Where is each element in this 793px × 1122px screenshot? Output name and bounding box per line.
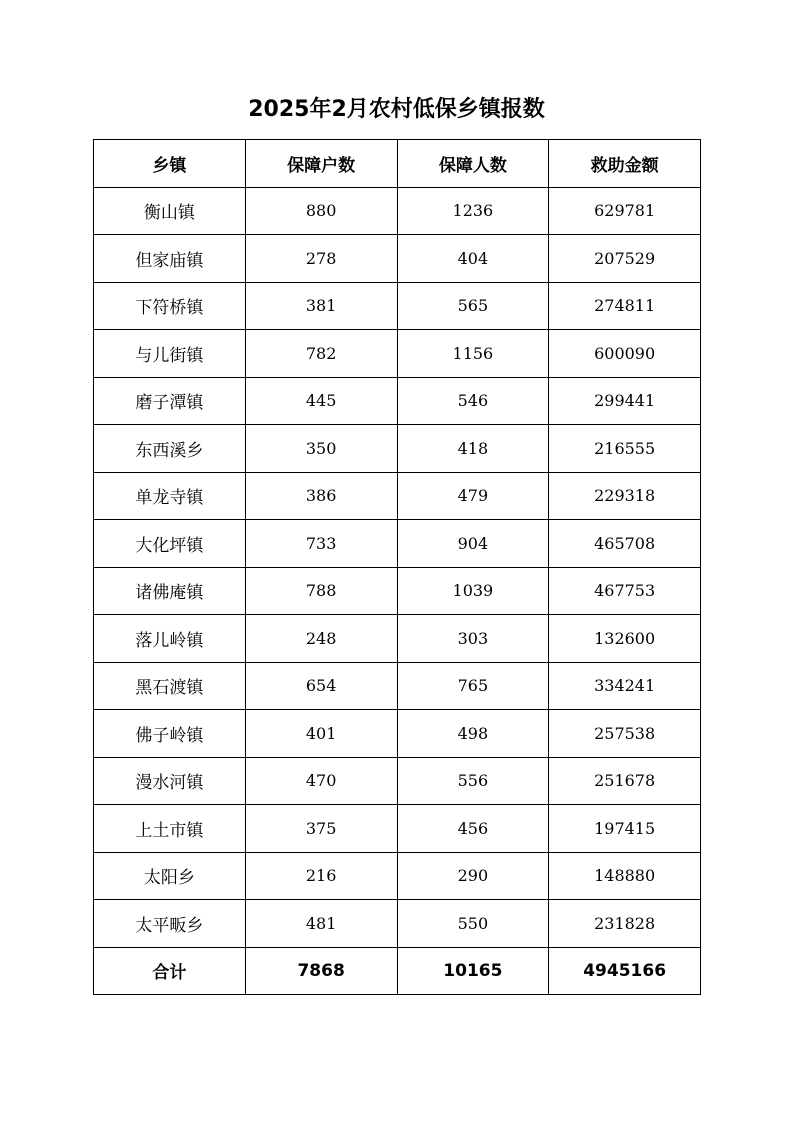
town-cell: 大化坪镇 <box>94 520 246 568</box>
persons-cell: 550 <box>397 900 549 948</box>
households-cell: 445 <box>245 377 397 425</box>
persons-cell: 404 <box>397 235 549 283</box>
table-row <box>94 235 701 283</box>
amount-cell: 197415 <box>549 805 701 853</box>
persons-cell: 765 <box>397 662 549 710</box>
amount-cell: 299441 <box>549 377 701 425</box>
households-cell: 470 <box>245 757 397 805</box>
town-cell: 黑石渡镇 <box>94 662 246 710</box>
table-header-row <box>94 140 701 188</box>
amount-cell: 231828 <box>549 900 701 948</box>
town-cell: 太平畈乡 <box>94 900 246 948</box>
persons-cell: 546 <box>397 377 549 425</box>
households-cell: 481 <box>245 900 397 948</box>
households-cell: 782 <box>245 330 397 378</box>
town-cell: 衡山镇 <box>94 187 246 235</box>
households-cell: 401 <box>245 710 397 758</box>
table-row <box>94 472 701 520</box>
town-cell: 上土市镇 <box>94 805 246 853</box>
total-persons: 10165 <box>397 947 549 995</box>
page-title: 2025年2月农村低保乡镇报数 <box>248 97 545 122</box>
table-row <box>94 425 701 473</box>
total-label: 合计 <box>94 947 246 995</box>
persons-cell: 479 <box>397 472 549 520</box>
households-cell: 375 <box>245 805 397 853</box>
persons-cell: 290 <box>397 852 549 900</box>
table-row <box>94 757 701 805</box>
amount-cell: 251678 <box>549 757 701 805</box>
town-cell: 下符桥镇 <box>94 282 246 330</box>
persons-cell: 498 <box>397 710 549 758</box>
households-cell: 788 <box>245 567 397 615</box>
households-cell: 278 <box>245 235 397 283</box>
table-row <box>94 520 701 568</box>
households-cell: 880 <box>245 187 397 235</box>
households-cell: 216 <box>245 852 397 900</box>
persons-cell: 303 <box>397 615 549 663</box>
table-row <box>94 377 701 425</box>
amount-cell: 334241 <box>549 662 701 710</box>
town-cell: 落儿岭镇 <box>94 615 246 663</box>
table-row <box>94 615 701 663</box>
table-row <box>94 662 701 710</box>
town-cell: 太阳乡 <box>94 852 246 900</box>
persons-cell: 904 <box>397 520 549 568</box>
households-cell: 386 <box>245 472 397 520</box>
persons-cell: 456 <box>397 805 549 853</box>
table-row <box>94 710 701 758</box>
table-row <box>94 567 701 615</box>
header-amount: 救助金额 <box>549 140 701 188</box>
persons-cell: 1156 <box>397 330 549 378</box>
town-cell: 佛子岭镇 <box>94 710 246 758</box>
households-cell: 654 <box>245 662 397 710</box>
amount-cell: 629781 <box>549 187 701 235</box>
households-cell: 350 <box>245 425 397 473</box>
town-cell: 磨子潭镇 <box>94 377 246 425</box>
amount-cell: 274811 <box>549 282 701 330</box>
town-cell: 漫水河镇 <box>94 757 246 805</box>
table-row <box>94 282 701 330</box>
amount-cell: 465708 <box>549 520 701 568</box>
amount-cell: 467753 <box>549 567 701 615</box>
amount-cell: 229318 <box>549 472 701 520</box>
amount-cell: 148880 <box>549 852 701 900</box>
town-cell: 但家庙镇 <box>94 235 246 283</box>
amount-cell: 216555 <box>549 425 701 473</box>
town-cell: 与儿街镇 <box>94 330 246 378</box>
amount-cell: 257538 <box>549 710 701 758</box>
persons-cell: 1236 <box>397 187 549 235</box>
table-row <box>94 187 701 235</box>
amount-cell: 600090 <box>549 330 701 378</box>
total-households: 7868 <box>245 947 397 995</box>
amount-cell: 207529 <box>549 235 701 283</box>
town-cell: 诸佛庵镇 <box>94 567 246 615</box>
table-row <box>94 900 701 948</box>
persons-cell: 565 <box>397 282 549 330</box>
households-cell: 381 <box>245 282 397 330</box>
amount-cell: 132600 <box>549 615 701 663</box>
persons-cell: 418 <box>397 425 549 473</box>
total-amount: 4945166 <box>549 947 701 995</box>
header-persons: 保障人数 <box>397 140 549 188</box>
table-row <box>94 852 701 900</box>
header-households: 保障户数 <box>245 140 397 188</box>
town-cell: 东西溪乡 <box>94 425 246 473</box>
header-town: 乡镇 <box>94 140 246 188</box>
report-table <box>93 139 701 995</box>
persons-cell: 1039 <box>397 567 549 615</box>
town-cell: 单龙寺镇 <box>94 472 246 520</box>
table-row <box>94 330 701 378</box>
table-row <box>94 805 701 853</box>
total-row <box>94 947 701 995</box>
households-cell: 248 <box>245 615 397 663</box>
households-cell: 733 <box>245 520 397 568</box>
persons-cell: 556 <box>397 757 549 805</box>
